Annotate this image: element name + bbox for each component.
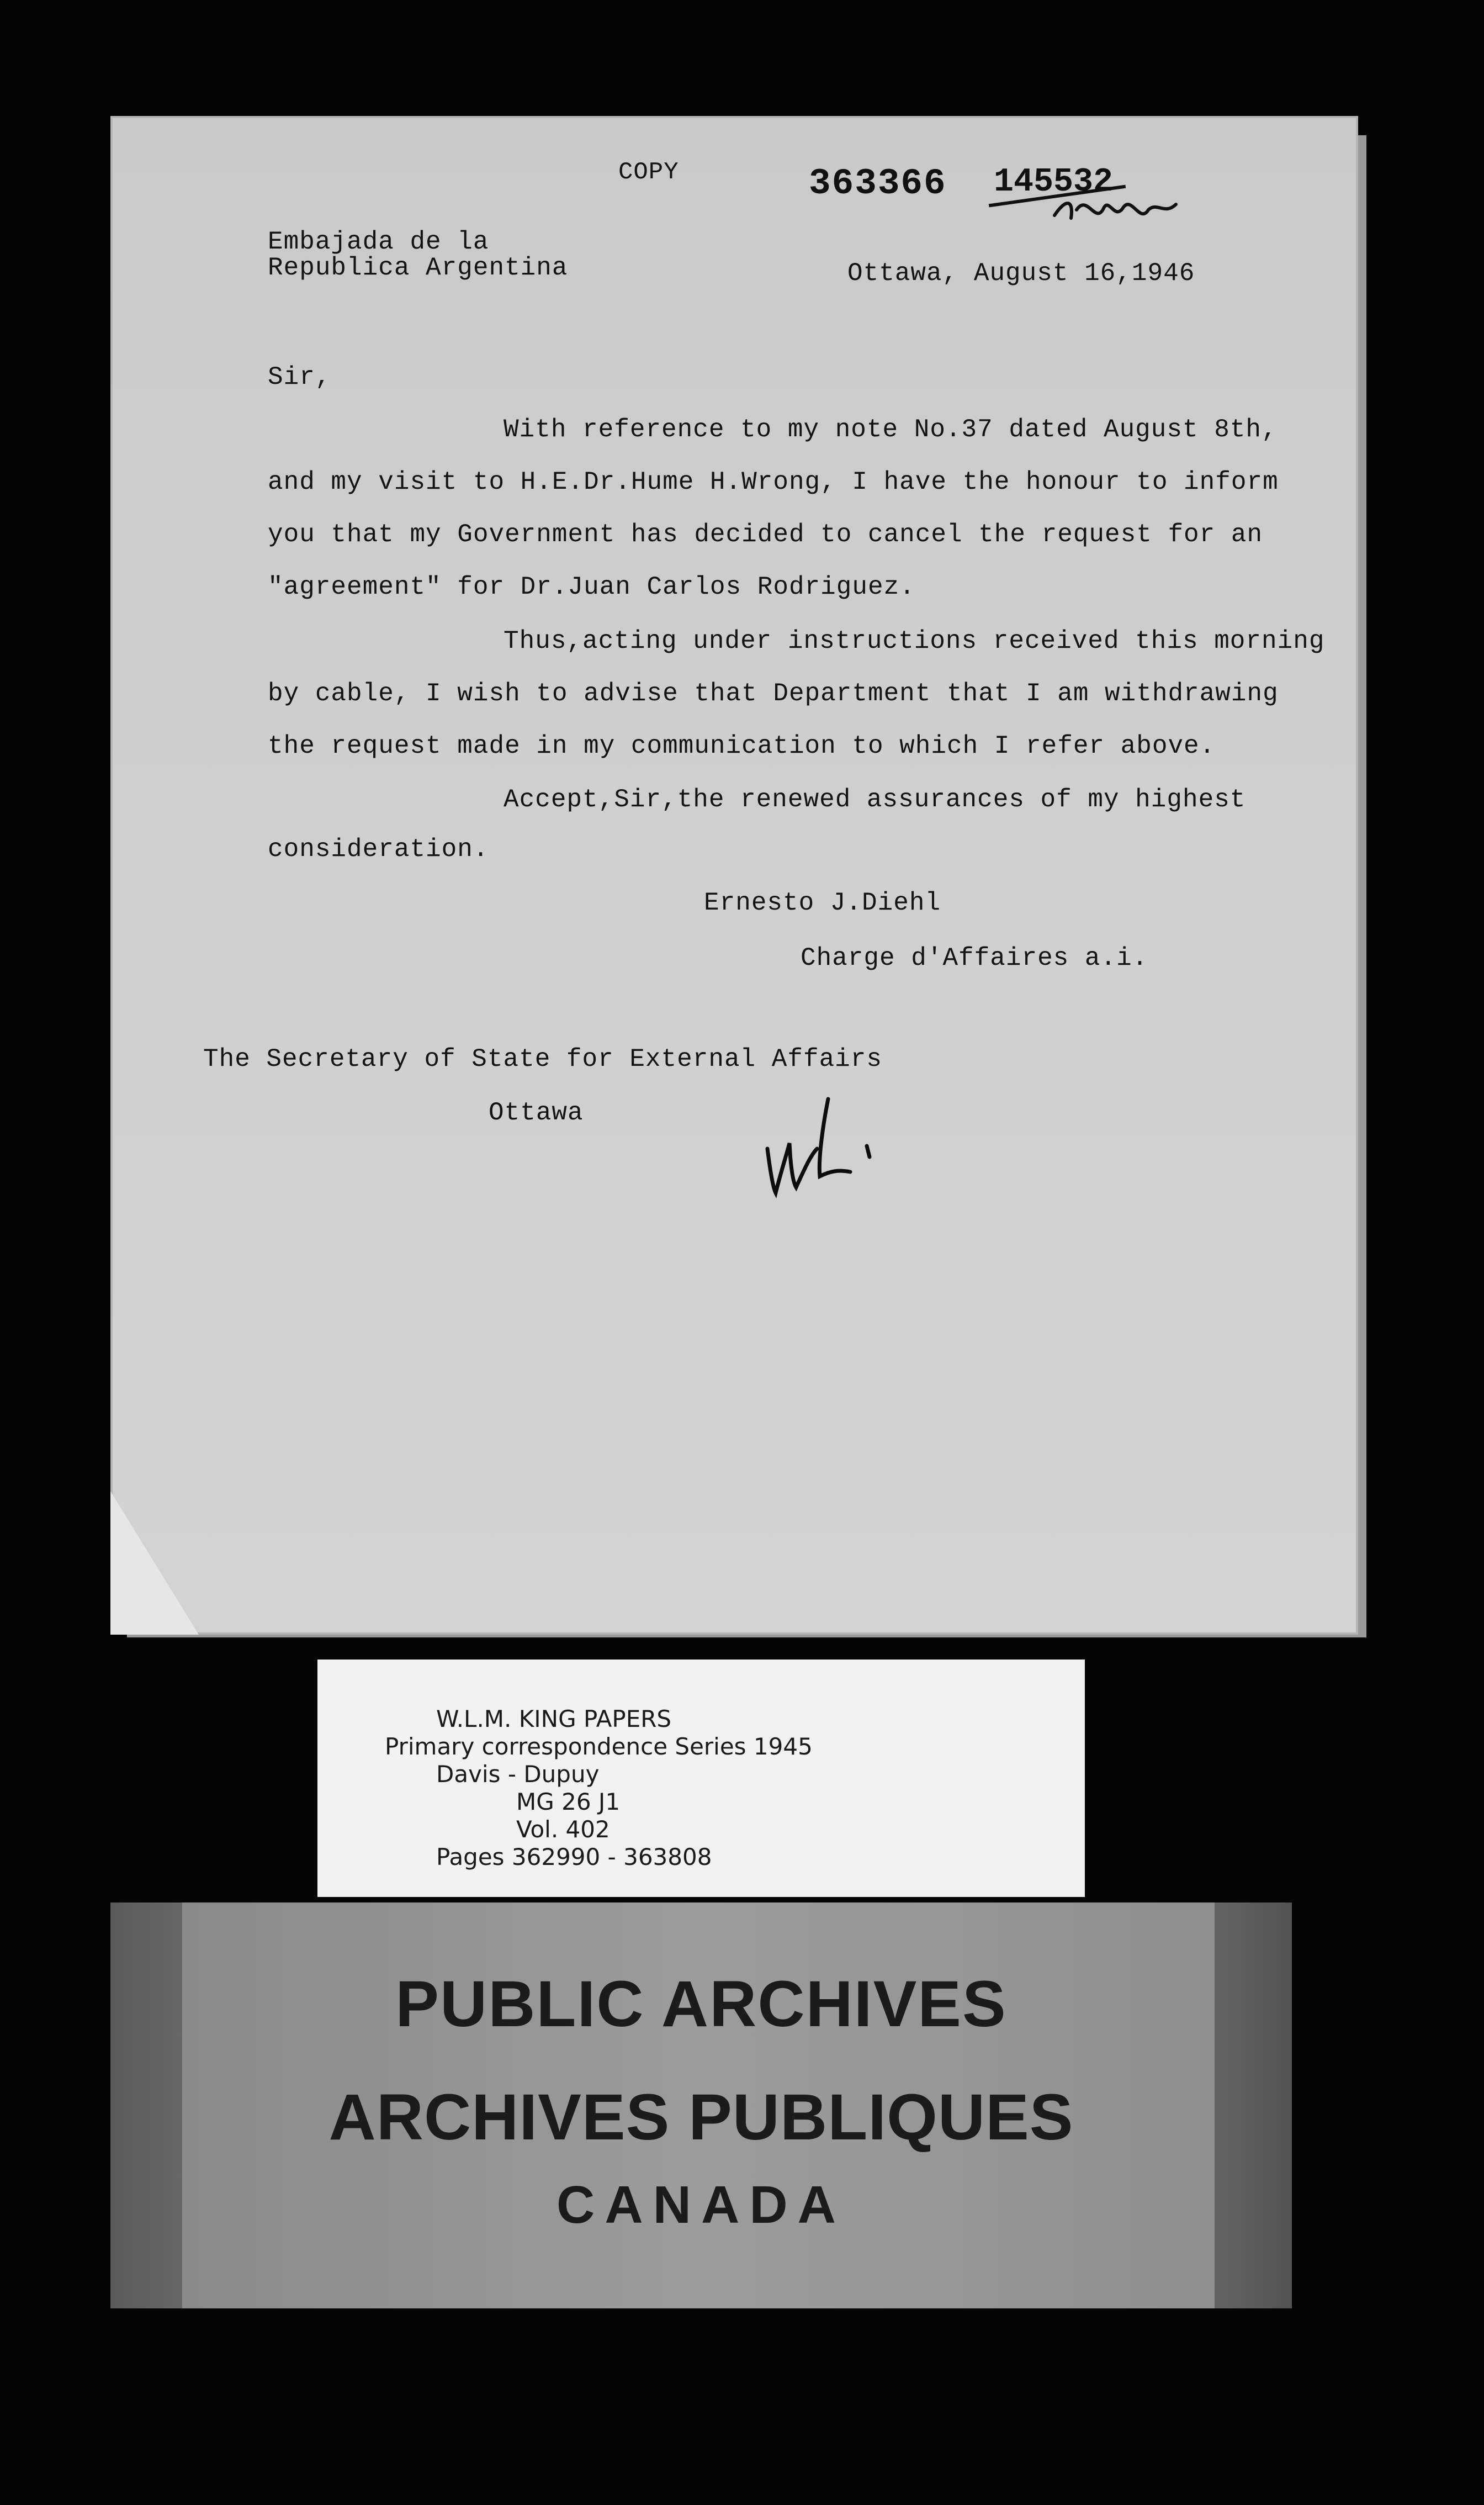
body-line: Thus,acting under instructions received this morning [504,627,1325,656]
label-line: MG 26 J1 [516,1788,621,1815]
stamp-line-1: PUBLIC ARCHIVES [395,1968,1007,2041]
handwritten-file-note-icon [1049,177,1181,237]
addressee-line-1: The Secretary of State for External Affairs [203,1045,882,1074]
body-line: consideration. [268,835,489,864]
signatory-title: Charge d'Affaires a.i. [801,944,1148,973]
document-number: 363366 [809,163,947,204]
label-line: Pages 362990 - 363808 [436,1843,712,1870]
body-line: the request made in my communication to which I refer above. [268,732,1216,760]
signatory-name: Ernesto J.Diehl [704,889,941,917]
body-line: you that my Government has decided to cancel the request for an [268,520,1263,549]
copy-mark: COPY [618,158,679,186]
label-line: Vol. 402 [516,1816,610,1843]
label-line: Davis - Dupuy [436,1761,600,1788]
letter-sheet [110,116,1358,1635]
label-line: W.L.M. KING PAPERS [436,1705,672,1732]
addressee-line-2: Ottawa [489,1098,584,1127]
salutation: Sir, [268,363,331,392]
sender-line-2: Republica Argentina [268,253,568,282]
body-line: With reference to my note No.37 dated August 8th, [504,415,1278,444]
sheet-folded-corner [110,1491,199,1635]
body-line: and my visit to H.E.Dr.Hume H.Wrong, I have the honour to inform [268,468,1279,496]
old-document-number: 145532 [994,163,1114,201]
body-line: by cable, I wish to advise that Department that I am withdrawing [268,679,1279,708]
letter-date: Ottawa, August 16,1946 [847,259,1195,288]
body-line: "agreement" for Dr.Juan Carlos Rodriguez. [268,573,915,601]
body-line: Accept,Sir,the renewed assurances of my highest [504,785,1246,814]
stamp-line-2: ARCHIVES PUBLIQUES [328,2081,1074,2154]
stamp-line-3: CANADA [556,2175,846,2234]
label-line: Primary correspondence Series 1945 [385,1733,813,1760]
handwritten-initials-icon [756,1088,889,1209]
sender-line-1: Embajada de la [268,228,489,256]
